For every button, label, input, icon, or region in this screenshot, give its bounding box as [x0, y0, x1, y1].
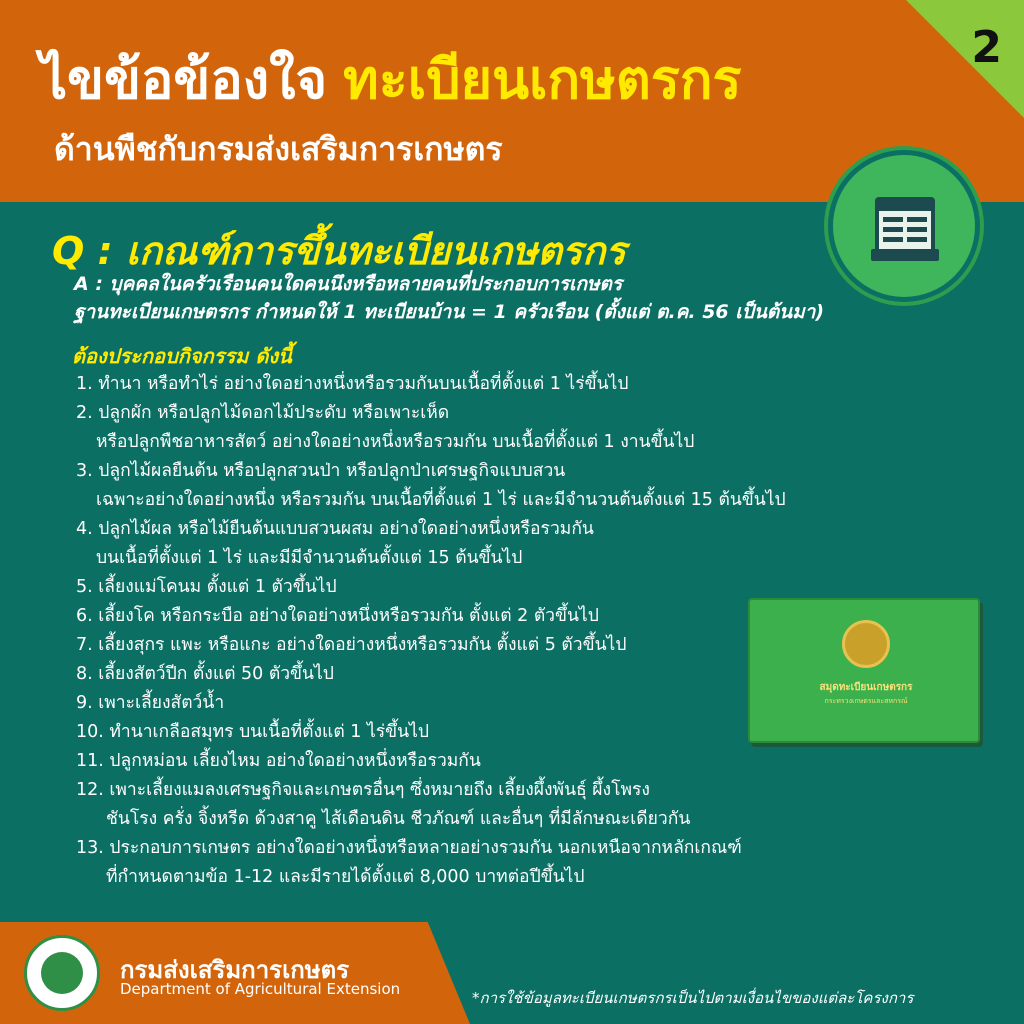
- list-item: 8. เลี้ยงสัตว์ปีก ตั้งแต่ 50 ตัวขึ้นไป: [76, 664, 334, 684]
- list-item: 10. ทำนาเกลือสมุทร บนเนื้อที่ตั้งแต่ 1 ไร่ขึ้นไป: [76, 722, 429, 742]
- registration-form-icon: [828, 150, 980, 302]
- book-subtitle: กระทรวงเกษตรและสหกรณ์: [824, 697, 908, 705]
- list-item: 12. เพาะเลี้ยงแมลงเศรษฐกิจและเกษตรอื่นๆ ซึ่งหมายถึง เลี้ยงผึ้งพันธุ์ ผึ้งโพรง: [76, 780, 650, 800]
- dept-seal-logo: [24, 935, 100, 1011]
- answer-line-2: ฐานทะเบียนเกษตรกร กำหนดให้ 1 ทะเบียนบ้าน = 1 ครัวเรือน (ตั้งแต่ ต.ค. 56 เป็นต้นมา): [74, 301, 825, 323]
- page-title: [40, 36, 742, 122]
- list-item: 5. เลี้ยงแม่โคนม ตั้งแต่ 1 ตัวขึ้นไป: [76, 577, 337, 597]
- list-item-continued: ที่กำหนดตามข้อ 1-12 และมีรายได้ตั้งแต่ 8,000 บาทต่อปีขึ้นไป: [106, 867, 585, 887]
- title-yellow: ทะเบียนเกษตรกร: [343, 48, 742, 111]
- list-item: 1. ทำนา หรือทำไร่ อย่างใดอย่างหนึ่งหรือรวมกันบนเนื้อที่ตั้งแต่ 1 ไร่ขึ้นไป: [76, 374, 629, 394]
- title-white: ไขข้อข้องใจ: [40, 48, 328, 111]
- question-heading: Q : เกณฑ์การขึ้นทะเบียนเกษตรกร: [52, 229, 626, 273]
- list-item: 11. ปลูกหม่อน เลี้ยงไหม อย่างใดอย่างหนึ่งหรือรวมกัน: [76, 751, 481, 771]
- list-item-continued: เฉพาะอย่างใดอย่างหนึ่ง หรือรวมกัน บนเนื้อที่ตั้งแต่ 1 ไร่ และมีจำนวนต้นตั้งแต่ 15 ต้นขึ้นไป: [96, 490, 786, 510]
- book-seal-icon: [842, 620, 890, 668]
- list-item: 6. เลี้ยงโค หรือกระบือ อย่างใดอย่างหนึ่งหรือรวมกัน ตั้งแต่ 2 ตัวขึ้นไป: [76, 606, 599, 626]
- list-item: 7. เลี้ยงสุกร แพะ หรือแกะ อย่างใดอย่างหนึ่งหรือรวมกัน ตั้งแต่ 5 ตัวขึ้นไป: [76, 635, 627, 655]
- page-subtitle: ด้านพืชกับกรมส่งเสริมการเกษตร: [54, 130, 503, 168]
- org-name-english: Department of Agricultural Extension: [120, 980, 401, 998]
- list-item: 13. ประกอบการเกษตร อย่างใดอย่างหนึ่งหรือหลายอย่างรวมกัน นอกเหนือจากหลักเกณฑ์: [76, 838, 742, 858]
- list-item-continued: หรือปลูกพืชอาหารสัตว์ อย่างใดอย่างหนึ่งหรือรวมกัน บนเนื้อที่ตั้งแต่ 1 งานขึ้นไป: [96, 432, 695, 452]
- page-number: 2: [971, 22, 1002, 73]
- logo-inner: [41, 952, 83, 994]
- list-item: 2. ปลูกผัก หรือปลูกไม้ดอกไม้ประดับ หรือเพาะเห็ด: [76, 403, 450, 423]
- book-title: สมุดทะเบียนเกษตรกร: [819, 682, 913, 693]
- answer-line-1: A : บุคคลในครัวเรือนคนใดคนนึงหรือหลายคนที่ประกอบการเกษตร: [74, 273, 623, 295]
- list-item-continued: ชันโรง ครั่ง จิ้งหรีด ด้วงสาคู ไส้เดือนดิน ชีวภัณฑ์ และอื่นๆ ที่มีลักษณะเดียวกัน: [106, 809, 691, 829]
- list-item-continued: บนเนื้อที่ตั้งแต่ 1 ไร่ และมีมีจำนวนต้นตั้งแต่ 15 ต้นขึ้นไป: [96, 548, 523, 568]
- list-item: 9. เพาะเลี้ยงสัตว์น้ำ: [76, 693, 225, 713]
- list-item: 4. ปลูกไม้ผล หรือไม้ยืนต้นแบบสวนผสม อย่างใดอย่างหนึ่งหรือรวมกัน: [76, 519, 594, 539]
- org-name-thai: กรมส่งเสริมการเกษตร: [120, 956, 350, 984]
- answer-text: [74, 270, 824, 326]
- corner-badge: [906, 0, 1024, 118]
- section-title: ต้องประกอบกิจกรรม ดังนี้: [72, 344, 292, 368]
- footnote: *การใช้ข้อมูลทะเบียนเกษตรกรเป็นไปตามเงื่อนไขของแต่ละโครงการ: [472, 989, 914, 1007]
- farmer-registration-book: [748, 598, 980, 743]
- criteria-list: [76, 370, 786, 892]
- list-item: 3. ปลูกไม้ผลยืนต้น หรือปลูกสวนป่า หรือปลูกป่าเศรษฐกิจแบบสวน: [76, 461, 566, 481]
